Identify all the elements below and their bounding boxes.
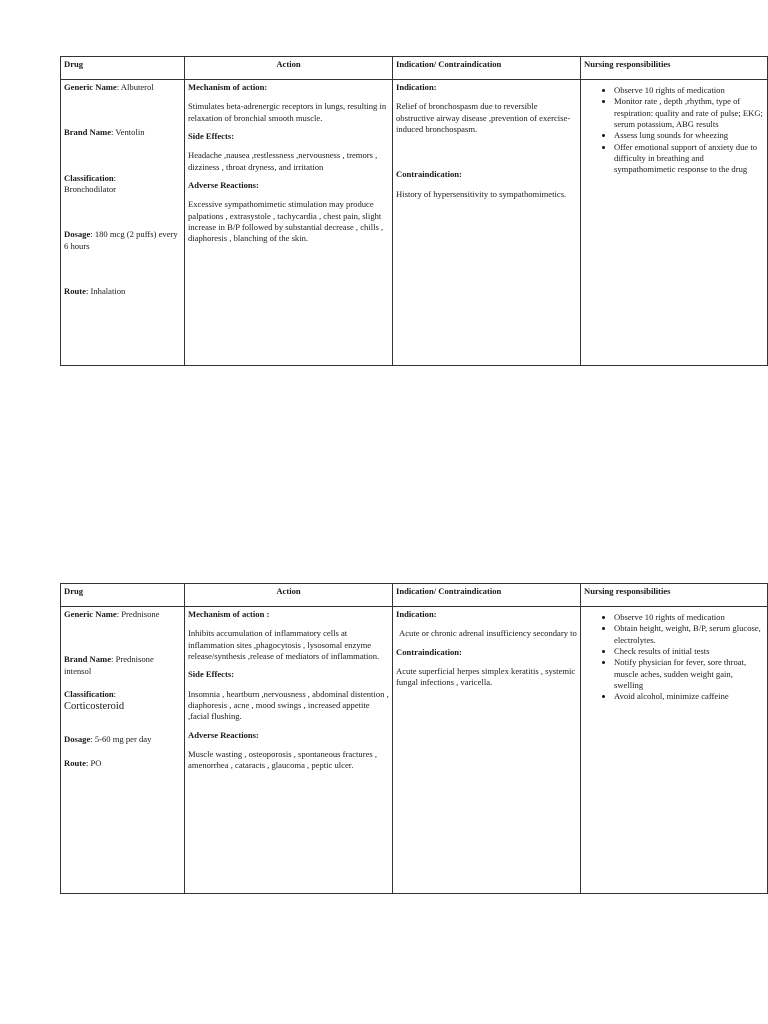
generic-name-value: Prednisone [121, 609, 160, 619]
brand-name-label: Brand Name [64, 654, 112, 665]
dosage-value: 5-60 mg per day [94, 734, 152, 745]
drug-table-albuterol [60, 56, 768, 366]
list-item: • Observe 10 rights of medication [614, 612, 764, 623]
classification-field: Classification: Corticosteroid [64, 689, 125, 713]
header-drug: Drug [61, 584, 185, 607]
nursing-cell [581, 80, 768, 366]
indication-heading: Indication: [396, 82, 437, 92]
drug-cell [61, 80, 185, 366]
route-label: Route [64, 757, 86, 768]
side-effects-text: Headache ,nausea ,restlessness ,nervousness , tremors , dizziness , throat dryness, and irritation [188, 150, 378, 172]
brand-name-value: Prednisone intensol [64, 654, 154, 676]
header-indication: Indication/ Contraindication [393, 57, 581, 80]
mechanism-heading: Mechanism of action: [188, 82, 268, 92]
list-item: • Assess lung sounds for wheezing [614, 130, 764, 141]
generic-name-label: Generic Name [64, 609, 117, 619]
dosage-field: Dosage: 5-60 mg per day [64, 734, 152, 745]
action-cell [185, 607, 393, 894]
nursing-list [584, 85, 764, 176]
list-item: • Notify physician for fever, sore throat, muscle aches, sudden weight gain, swelling [614, 657, 764, 691]
adverse-reactions-heading: Adverse Reactions: [188, 729, 259, 740]
table-row [61, 607, 768, 894]
classification-value: Bronchodilator [64, 184, 117, 195]
list-item: • Observe 10 rights of medication [614, 85, 764, 96]
table-row [61, 80, 768, 366]
generic-name-field: Generic Name: Albuterol [64, 82, 154, 92]
mechanism-text: Inhibits accumulation of inflammatory cells at inflammation sites ,phagocytosis , lysosomal enzyme release/synthesis ,release of mediators of inflammation. [188, 628, 380, 662]
side-effects-text: Insomnia , heartburn ,nervousness , abdominal distention , diaphoresis , acne , mood swings , increased appetite ,facial flushing. [188, 688, 389, 722]
action-cell [185, 80, 393, 366]
list-item: • Avoid alcohol, minimize caffeine [614, 691, 764, 702]
indication-heading: Indication: [396, 609, 437, 619]
brand-name-field: Brand Name: Prednisone intensol [64, 654, 154, 676]
brand-name-value: Ventolin [115, 127, 145, 138]
indication-cell [393, 80, 581, 366]
contraindication-heading: Contraindication: [396, 169, 462, 180]
generic-name-label: Generic Name [64, 82, 117, 92]
classification-label: Classification [64, 689, 114, 700]
brand-name-label: Brand Name [64, 127, 112, 138]
list-item: • Check results of initial tests [614, 646, 764, 657]
table-header-row [61, 584, 768, 607]
classification-field: Classification: Bronchodilator [64, 172, 117, 195]
nursing-cell [581, 607, 768, 894]
dosage-value: 180 mcg (2 puffs) every 6 hours [64, 229, 178, 251]
contraindication-heading: Contraindication: [396, 646, 462, 657]
side-effects-heading: Side Effects: [188, 669, 235, 680]
classification-label: Classification [64, 172, 114, 183]
list-item: • Monitor rate , depth ,rhythm, type of respiration: quality and rate of pulse; EKG; serum potassium, ABG results [614, 96, 764, 130]
header-nursing: Nursing responsibilities [581, 584, 768, 607]
header-action: Action [185, 584, 393, 607]
route-label: Route [64, 286, 86, 297]
route-value: PO [90, 757, 102, 768]
generic-name-value: Albuterol [120, 82, 154, 92]
table-header-row [61, 57, 768, 80]
generic-name-field: Generic Name: Prednisone [64, 609, 160, 619]
route-field: Route: PO [64, 757, 102, 768]
route-field: Route: Inhalation [64, 286, 126, 297]
contraindication-text: Acute superficial herpes simplex keratitis , systemic fungal infections , varicella. [396, 666, 576, 688]
nursing-list [584, 612, 764, 703]
indication-text: Acute or chronic adrenal insufficiency secondary to [399, 628, 577, 639]
classification-value: Corticosteroid [64, 701, 125, 713]
brand-name-field: Brand Name: Ventolin [64, 127, 145, 138]
dosage-field: Dosage: 180 mcg (2 puffs) every 6 hours [64, 229, 178, 251]
list-item: • Offer emotional support of anxiety due to difficulty in breathing and sympathomimetic response to the drug [614, 142, 764, 176]
header-indication: Indication/ Contraindication [393, 584, 581, 607]
adverse-reactions-text: Excessive sympathomimetic stimulation may produce palpations , extrasystole , tachycardia , chest pain, slight increase in B/P followed by substantial decrease , chills , diaphoresis , blanching of the skin. [188, 199, 384, 244]
header-nursing: Nursing responsibilities [581, 57, 768, 80]
indication-text: Relief of bronchospasm due to reversible obstructive airway disease ,prevention of exercise-induced bronchospasm. [396, 101, 571, 135]
mechanism-heading: Mechanism of action : [188, 609, 270, 619]
mechanism-text: Stimulates beta-adrenergic receptors in lungs, resulting in relaxation of bronchial smooth muscle. [188, 101, 387, 123]
list-item: • Obtain height, weight, B/P, serum glucose, electrolytes. [614, 623, 764, 646]
dosage-label: Dosage [64, 734, 91, 745]
side-effects-heading: Side Effects: [188, 131, 235, 142]
route-value: Inhalation [90, 286, 126, 297]
indication-cell [393, 607, 581, 894]
adverse-reactions-text: Muscle wasting , osteoporosis , spontaneous fractures , amenorrhea , cataracts , glaucoma , peptic ulcer. [188, 749, 378, 771]
drug-cell [61, 607, 185, 894]
header-action: Action [185, 57, 393, 80]
drug-table-prednisone [60, 583, 768, 894]
contraindication-text: History of hypersensitivity to sympathomimetics. [396, 188, 567, 199]
adverse-reactions-heading: Adverse Reactions: [188, 180, 259, 191]
header-drug: Drug [61, 57, 185, 80]
dosage-label: Dosage [64, 229, 91, 240]
